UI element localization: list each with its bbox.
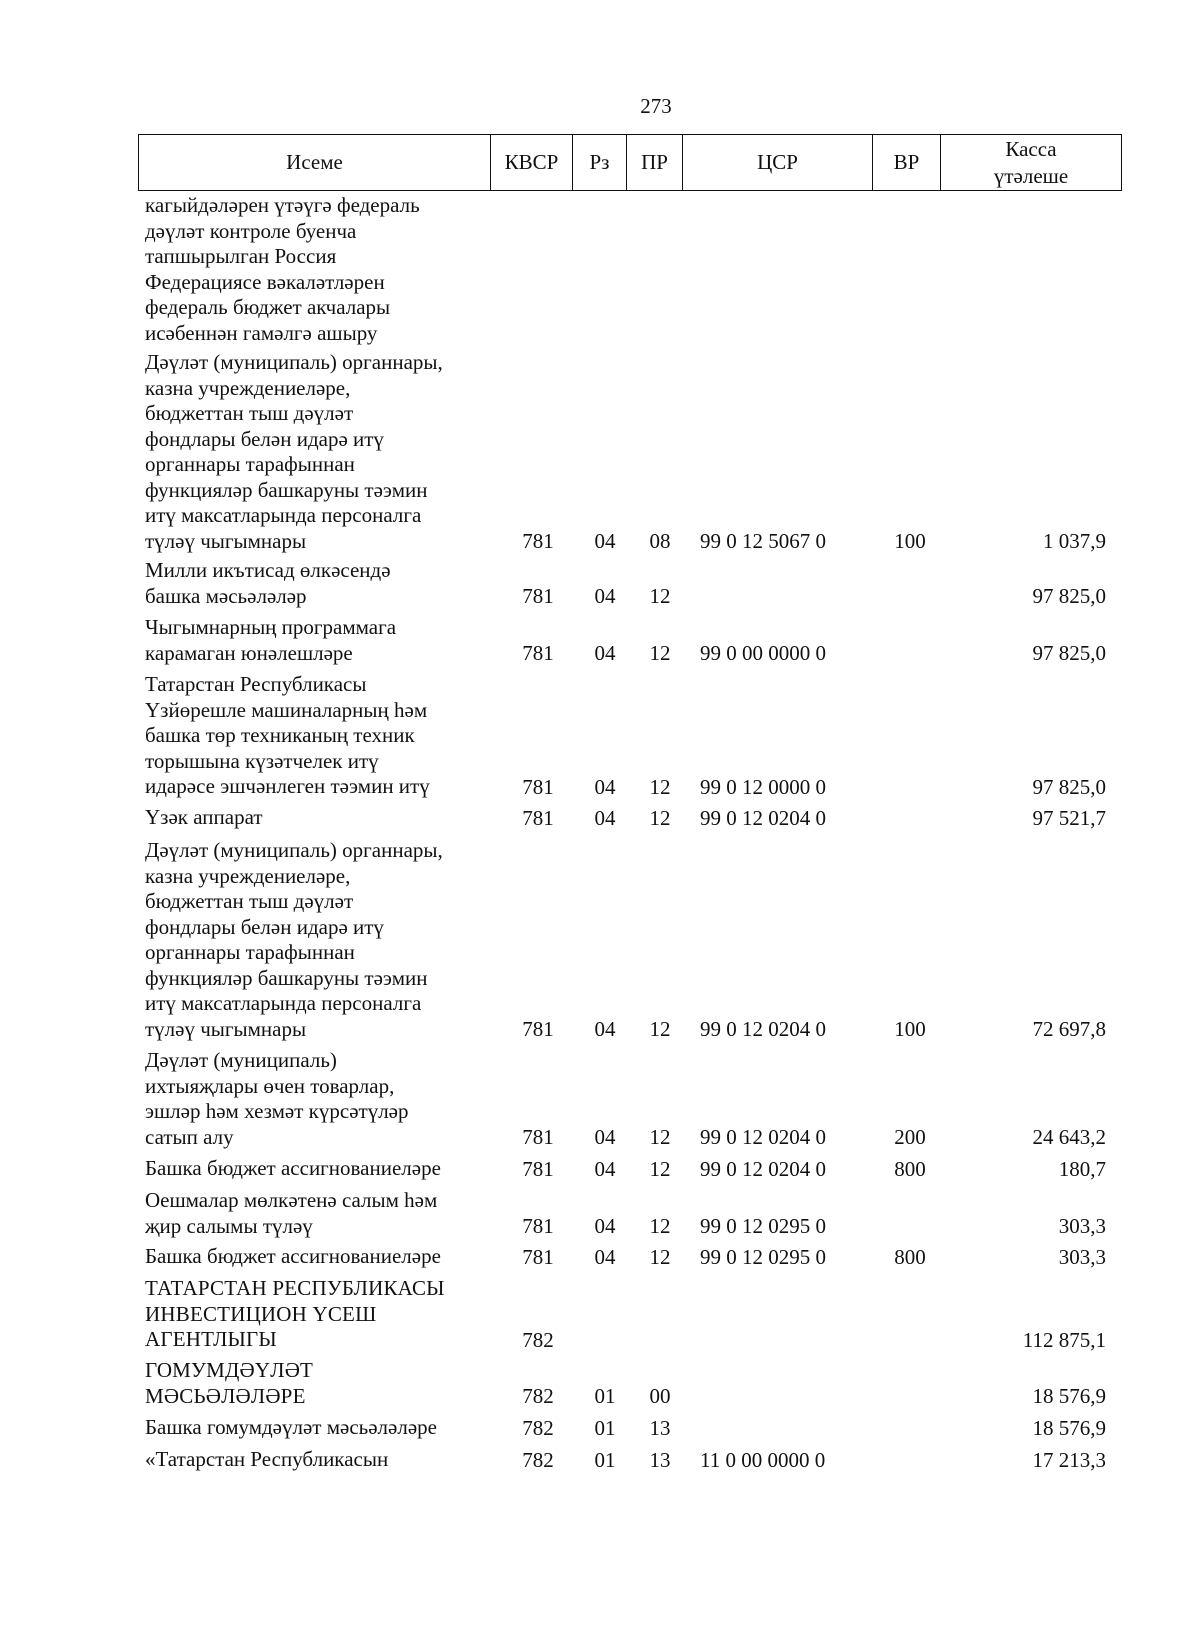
row-kvsr: 782 (522, 1447, 554, 1472)
row-csr: 99 0 12 0204 0 (700, 805, 826, 830)
row-kvsr: 781 (522, 640, 554, 665)
row-pr: 00 (649, 1383, 671, 1408)
row-name: Дәүләт (муниципаль) ихтыяҗлары өчен товарлар, эшләр һәм хезмәт күрсәтүләр сатып алу (145, 1048, 409, 1149)
row-pr: 12 (649, 1016, 671, 1041)
row-rz: 04 (594, 805, 616, 830)
row-vr: 200 (894, 1124, 926, 1149)
row-amount: 97 825,0 (1032, 774, 1106, 799)
row-name: Милли икътисад өлкәсендә башка мәсьәләләр (145, 558, 391, 608)
row-kvsr: 781 (522, 774, 554, 799)
header-csr: ЦСР (683, 135, 873, 190)
table-row (0, 1276, 1200, 1353)
table-row (0, 1415, 1200, 1441)
row-pr: 13 (649, 1415, 671, 1440)
row-csr: 99 0 12 0295 0 (700, 1213, 826, 1238)
row-name: Дәүләт (муниципаль) органнары, казна учреждениеләре, бюджеттан тыш дәүләт фондлары белән идарә итү органнары тарафыннан функцияләр башкаруны тәэмин итү максатларында персоналга түләү чыгымнары (145, 350, 443, 553)
page-number: 273 (640, 94, 672, 118)
row-name: Чыгымнарның программага карамаган юнәлешләре (145, 615, 397, 665)
table-row (0, 615, 1200, 666)
row-name: Дәүләт (муниципаль) органнары, казна учреждениеләре, бюджеттан тыш дәүләт фондлары белән идарә итү органнары тарафыннан функцияләр башкаруны тәэмин итү максатларында персоналга түләү чыгымнары (145, 838, 443, 1041)
row-kvsr: 781 (522, 1156, 554, 1181)
row-rz: 04 (594, 528, 616, 553)
header-pr: ПР (627, 135, 683, 190)
row-name: Оешмалар мөлкәтенә салым һәм җир салымы түләү (145, 1188, 438, 1238)
row-vr: 800 (894, 1156, 926, 1181)
row-kvsr: 781 (522, 583, 554, 608)
row-rz: 01 (594, 1447, 616, 1472)
row-rz: 04 (594, 774, 616, 799)
row-rz: 04 (594, 583, 616, 608)
row-vr: 100 (894, 528, 926, 553)
header-name: Исеме (139, 135, 491, 190)
row-vr: 800 (894, 1244, 926, 1269)
table-row (0, 193, 1200, 346)
row-amount: 97 825,0 (1032, 640, 1106, 665)
row-name: ТАТАРСТАН РЕСПУБЛИКАСЫ ИНВЕСТИЦИОН ҮСЕШ АГЕНТЛЫГЫ (145, 1276, 445, 1351)
row-name: ГОМУМДӘҮЛӘТ МӘСЬӘЛӘЛӘРЕ (145, 1358, 314, 1408)
table-row (0, 838, 1200, 1042)
row-csr: 99 0 00 0000 0 (700, 640, 826, 665)
table-row (0, 1244, 1200, 1270)
row-name: Башка гомумдәүләт мәсьәләләре (145, 1415, 437, 1439)
row-pr: 12 (649, 1156, 671, 1181)
row-rz: 01 (594, 1415, 616, 1440)
row-pr: 12 (649, 1244, 671, 1269)
row-rz: 04 (594, 1016, 616, 1041)
row-csr: 99 0 12 5067 0 (700, 528, 826, 553)
row-rz: 04 (594, 1213, 616, 1238)
row-amount: 18 576,9 (1032, 1383, 1106, 1408)
row-name: Башка бюджет ассигнованиеләре (145, 1244, 441, 1268)
row-rz: 01 (594, 1383, 616, 1408)
table-row (0, 805, 1200, 831)
row-pr: 12 (649, 583, 671, 608)
row-name: Татарстан Республикасы Үзйөрешле машиналарның һәм башка төр техниканың техник торышына күзәтчелек итү идарәсе эшчәнлеген тәэмин итү (145, 672, 430, 798)
row-kvsr: 781 (522, 1244, 554, 1269)
row-kvsr: 781 (522, 1016, 554, 1041)
row-amount: 112 875,1 (1022, 1327, 1106, 1352)
row-rz: 04 (594, 640, 616, 665)
header-amount: Касса үтәлеше (993, 136, 1069, 188)
row-kvsr: 782 (522, 1327, 554, 1352)
row-amount: 97 521,7 (1032, 805, 1106, 830)
table-row (0, 672, 1200, 800)
header-kvsr: КВСР (491, 135, 573, 190)
row-amount: 303,3 (1058, 1244, 1106, 1269)
row-amount: 180,7 (1058, 1156, 1106, 1181)
row-name: Үзәк аппарат (145, 805, 263, 829)
row-kvsr: 781 (522, 1124, 554, 1149)
row-pr: 13 (649, 1447, 671, 1472)
row-kvsr: 782 (522, 1383, 554, 1408)
row-amount: 303,3 (1058, 1213, 1106, 1238)
row-csr: 99 0 12 0204 0 (700, 1124, 826, 1149)
row-rz: 04 (594, 1244, 616, 1269)
table-row (0, 558, 1200, 609)
row-csr: 11 0 00 0000 0 (700, 1447, 826, 1472)
row-vr: 100 (894, 1016, 926, 1041)
table-row (0, 1048, 1200, 1150)
table-header (138, 134, 1122, 191)
table-row (0, 1188, 1200, 1239)
row-csr: 99 0 12 0295 0 (700, 1244, 826, 1269)
row-amount: 18 576,9 (1032, 1415, 1106, 1440)
table-row (0, 350, 1200, 554)
row-kvsr: 781 (522, 805, 554, 830)
row-kvsr: 781 (522, 528, 554, 553)
header-vr: ВР (873, 135, 941, 190)
table-row (0, 1358, 1200, 1409)
table-row (0, 1447, 1200, 1473)
row-name: Башка бюджет ассигнованиеләре (145, 1156, 441, 1180)
row-rz: 04 (594, 1156, 616, 1181)
row-rz: 04 (594, 1124, 616, 1149)
row-name: «Татарстан Республикасын (145, 1447, 389, 1471)
row-csr: 99 0 12 0204 0 (700, 1016, 826, 1041)
row-pr: 12 (649, 1124, 671, 1149)
row-csr: 99 0 12 0000 0 (700, 774, 826, 799)
table-row (0, 1156, 1200, 1182)
row-amount: 1 037,9 (1043, 528, 1106, 553)
row-pr: 12 (649, 774, 671, 799)
row-csr: 99 0 12 0204 0 (700, 1156, 826, 1181)
row-name: кагыйдәләрен үтәүгә федераль дәүләт контроле буенча тапшырылган Россия Федерациясе вәкаләтләрен федераль бюджет акчалары исәбеннән гамәлгә ашыру (145, 193, 420, 345)
row-kvsr: 781 (522, 1213, 554, 1238)
row-pr: 08 (649, 528, 671, 553)
row-pr: 12 (649, 1213, 671, 1238)
row-amount: 24 643,2 (1032, 1124, 1106, 1149)
row-kvsr: 782 (522, 1415, 554, 1440)
row-amount: 17 213,3 (1032, 1447, 1106, 1472)
row-amount: 97 825,0 (1032, 583, 1106, 608)
row-pr: 12 (649, 640, 671, 665)
row-pr: 12 (649, 805, 671, 830)
header-rz: Рз (573, 135, 627, 190)
row-amount: 72 697,8 (1032, 1016, 1106, 1041)
